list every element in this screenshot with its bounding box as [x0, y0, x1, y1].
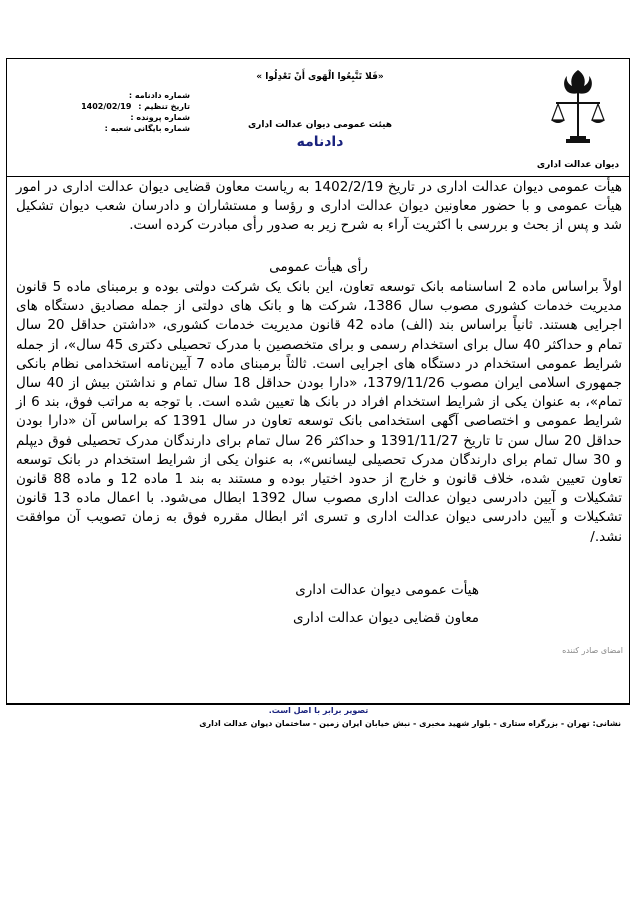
- footer-divider: [6, 704, 630, 705]
- court-name: دیوان عدالت اداری: [536, 160, 620, 170]
- branch-archive-row: [20, 123, 190, 134]
- court-emblem-block: [533, 66, 623, 170]
- ruling-number-label: شماره دادنامه :: [128, 91, 190, 100]
- branch-archive-label: شماره بایگانی شعبه :: [104, 124, 190, 133]
- signature-line-2: معاون قضایی دیوان عدالت اداری: [292, 610, 479, 626]
- certification-note: تصویر برابر با اصل است.: [268, 706, 369, 715]
- signer-label: امضای صادر کننده: [562, 646, 623, 655]
- board-title: هیئت عمومی دیوان عدالت اداری: [247, 120, 393, 130]
- intro-paragraph: [16, 178, 622, 235]
- opinion-title: رأی هیأت عمومی: [269, 259, 368, 275]
- signature-line-1: هیأت عمومی دیوان عدالت اداری: [295, 582, 479, 598]
- date-row: [20, 101, 190, 112]
- court-address: نشانی: تهران - بزرگراه ستاری - بلوار شهید مخبری - نبش خیابان ایران زمین - ساختمان دیوان عدالت اداری: [199, 719, 621, 728]
- intro-text: هیأت عمومی دیوان عدالت اداری در تاریخ 1402/2/19 به ریاست معاون قضایی دیوان عدالت اداری در امور هیأت عمومی و با حضور معاونین دیوان عدالت اداری و رؤسا و مستشاران و دادرسان شعب دیوان تشکیل شد و پس از بحث و بررسی با اکثریت آراء به شرح زیر به صدور رأی مبادرت کرده است.: [16, 179, 622, 233]
- scales-of-justice-icon: [548, 66, 608, 154]
- quran-verse: «فَلا تَتَّبِعُوا الْهَوى أَنْ تَعْدِلُوا »: [256, 72, 384, 82]
- document-meta: [20, 90, 190, 134]
- header-divider: [6, 176, 630, 177]
- ruling-number-row: [20, 90, 190, 101]
- ruling-text: اولاً براساس ماده 2 اساسنامه بانک توسعه تعاون، این بانک یک شرکت دولتی بوده و برمبنای ماده 5 قانون مدیریت خدمات کشوری مصوب سال 1386، شرکت ها و بانک های دولتی از جمله مصادیق دستگاه های اجرایی هستند. ثانیاً براساس بند (الف) ماده 42 قانون مدیریت خدمات کشوری، «داشتن حداقل 20 سال تمام و حداکثر 40 سال برای استخدام رسمی و برای متخصصین با مدرک تحصیلی دکتری 45 سال»، از جمله شرایط عمومی استخدام در دستگاه های اجرایی است. ثالثاً برمبنای ماده 7 آیین‌نامه استخدامی نظام بانکی جمهوری اسلامی ایران مصوب 1379/11/26، «دارا بودن حداقل 18 سال تمام و نداشتن بیش از 40 سال تمام»، به عنوان یکی از شرایط استخدام افراد در بانک ها تعیین شده است. با توجه به مراتب فوق، بند 6 از شرایط عمومی و اختصاصی آگهی استخدامی بانک توسعه تعاون در سال 1391 که براساس آن «دارا بودن حداقل 20 سال سن تا تاریخ 1391/11/27 و حداکثر 26 سال تمام برای دارندگان مدرک تحصیلی فوق دیپلم و 30 سال تمام برای دارندگان مدرک تحصیلی لیسانس»، به عنوان یکی از شرایط استخدام در بانک توسعه تعاون تعیین شده، خلاف قانون و خارج از حدود اختیار بوده و مستند به بند 1 ماده 12 و ماده 88 قانون تشکیلات و آیین دادرسی دیوان عدالت اداری مصوب سال 1392 ابطال می‌شود. با اعمال ماده 13 قانون تشکیلات و آیین دادرسی دیوان عدالت اداری و تسری اثر ابطال مقرره فوق به زمان تصویب آن موافقت نشد./: [16, 279, 623, 545]
- file-number-label: شماره پرونده :: [130, 113, 190, 122]
- header-center: [220, 72, 420, 150]
- date-value: 1402/02/19: [81, 102, 132, 111]
- ruling-body: [16, 278, 622, 547]
- file-number-row: [20, 112, 190, 123]
- date-label: تاریخ تنظیم :: [138, 102, 190, 111]
- document-title: دادنامه: [296, 134, 344, 150]
